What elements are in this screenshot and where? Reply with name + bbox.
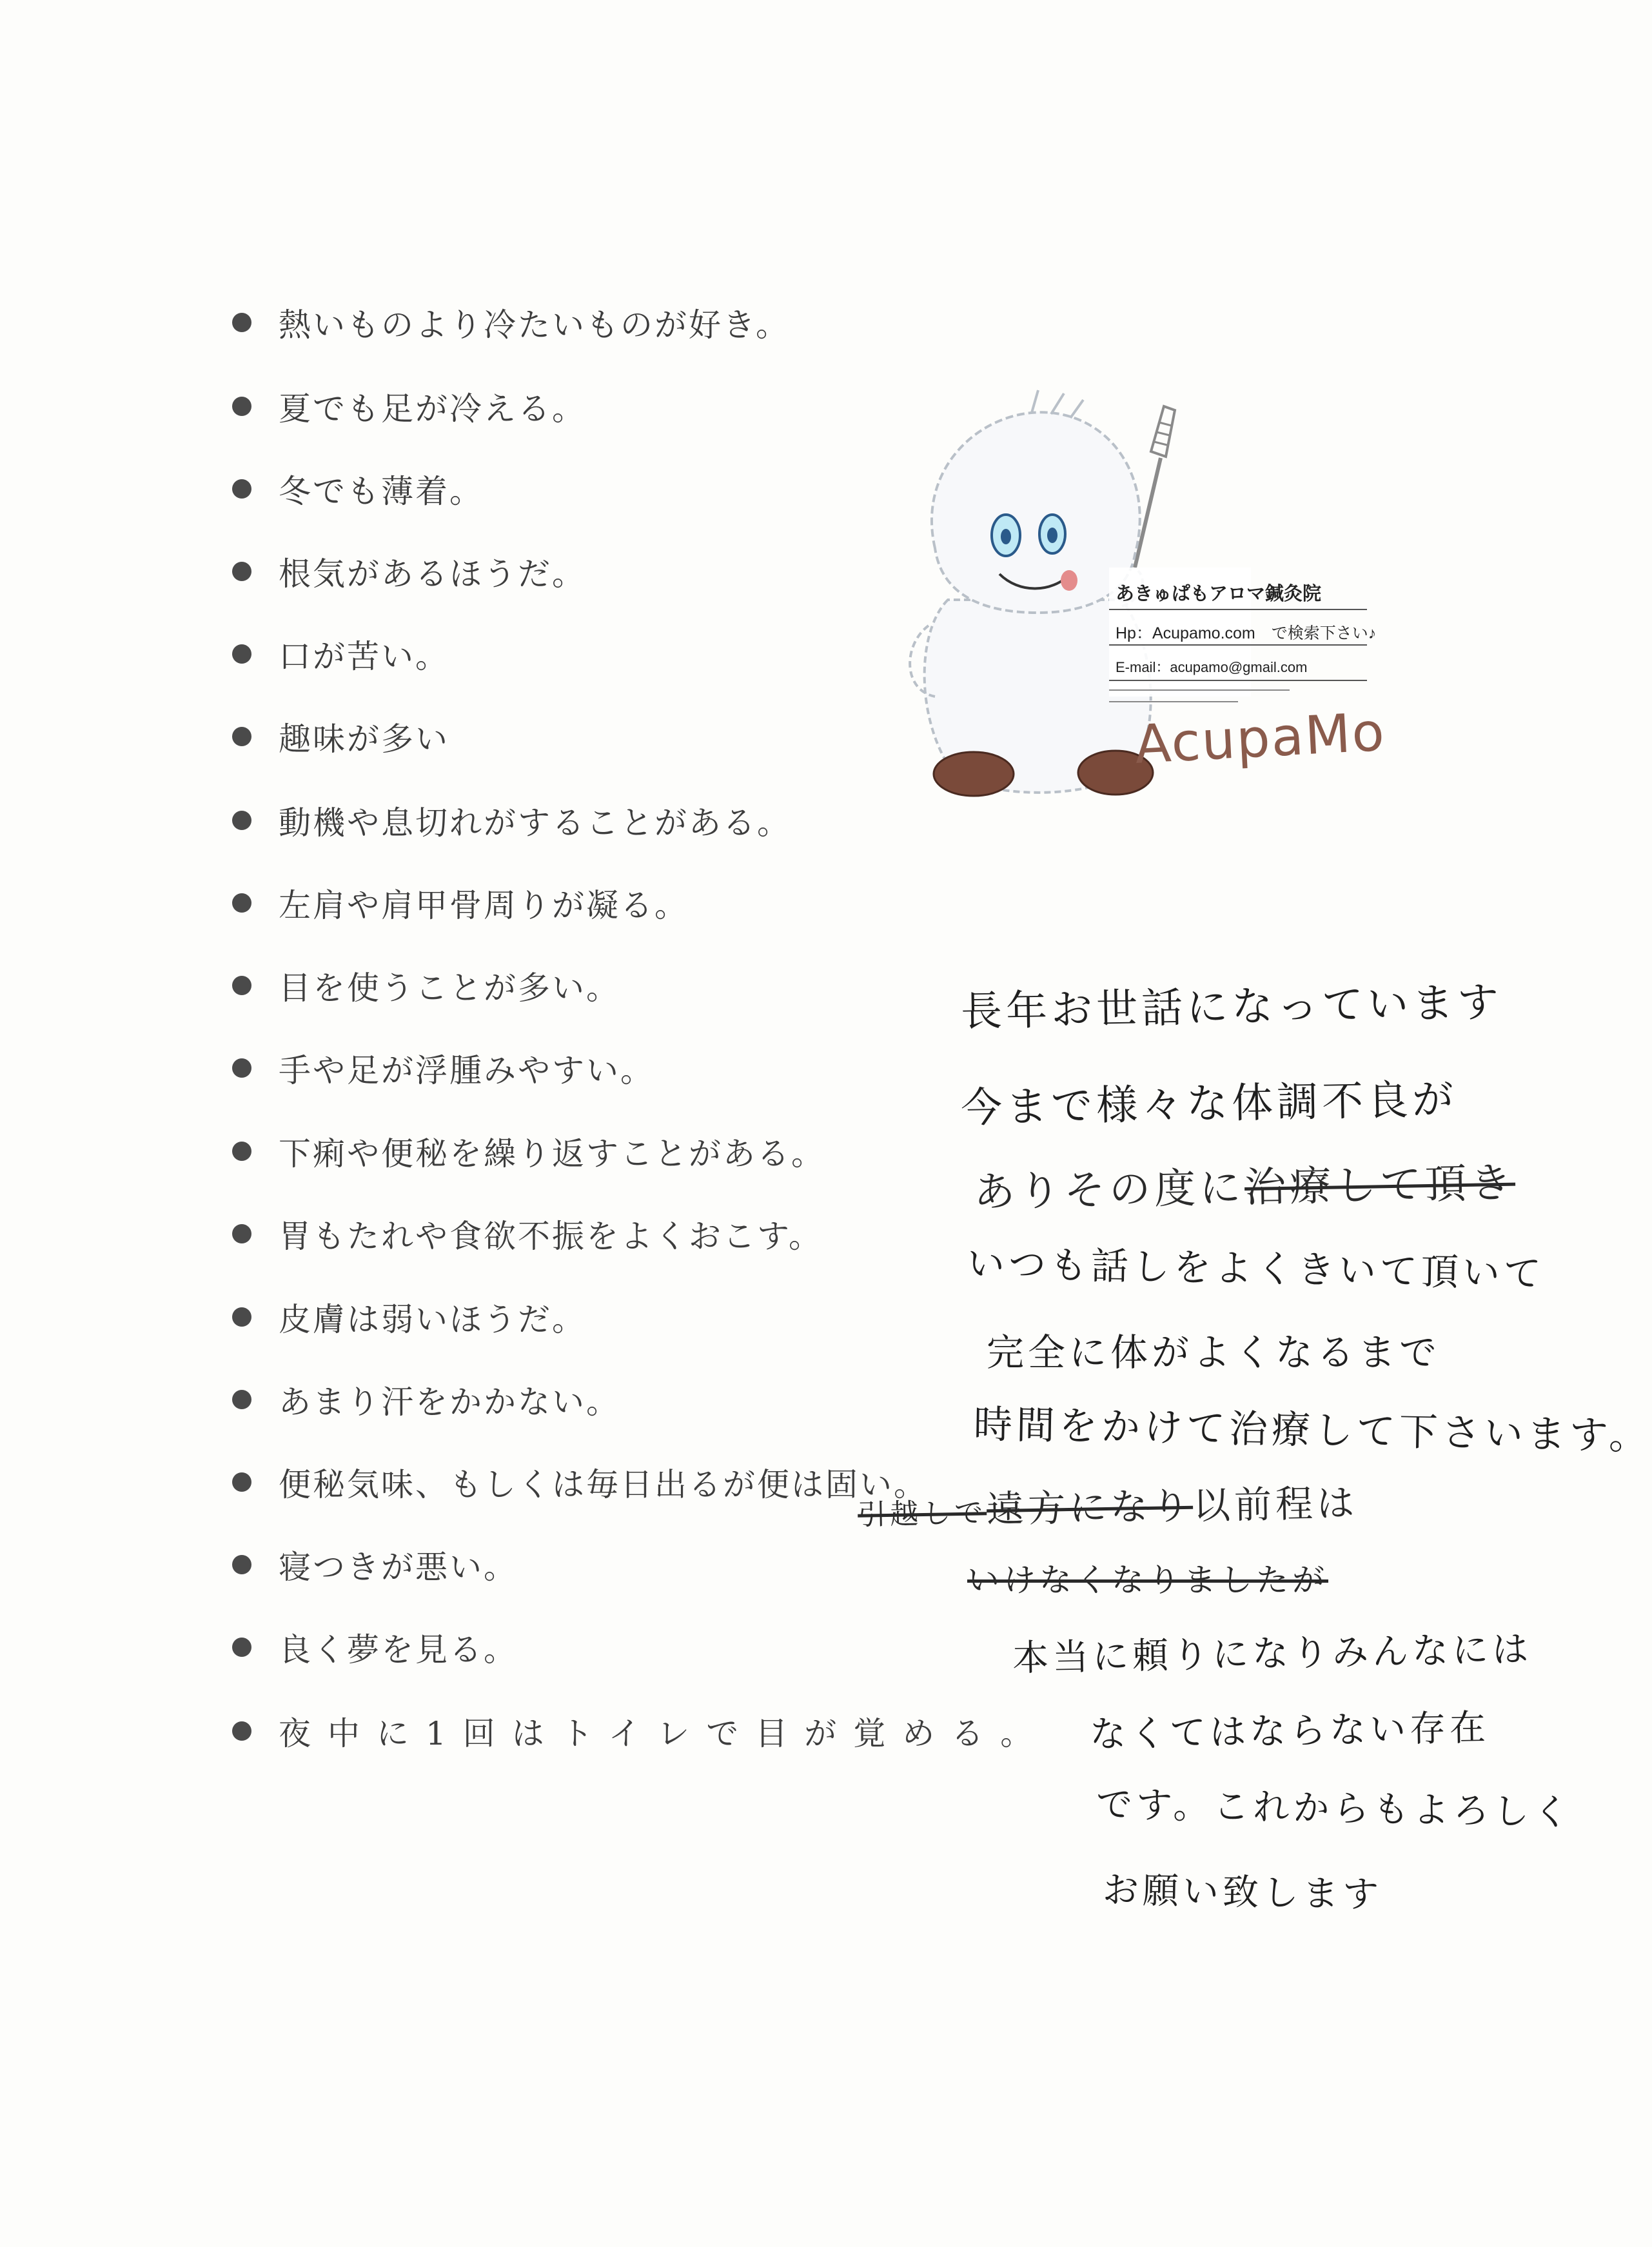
checklist-item-text: 冬でも薄着。 <box>279 473 484 510</box>
checklist-item-text: 根気があるほうだ。 <box>279 555 586 593</box>
checklist-item-text: 夜中に1回はトイレで目が覚める。 <box>279 1715 1050 1752</box>
handwritten-line <box>973 1150 1515 1219</box>
handwritten-line: なくてはならない存在 <box>1089 1707 1490 1756</box>
checklist-item-text: 皮膚は弱いほうだ。 <box>279 1301 586 1338</box>
clinic-name: あきゅぱもアロマ鍼灸院 <box>1116 584 1322 604</box>
handwritten-line <box>967 1554 1328 1601</box>
checklist-item-text: 左肩や肩甲骨周りが凝る。 <box>279 887 689 924</box>
checklist-item-text: 動機や息切れがすることがある。 <box>279 804 791 842</box>
checklist-item-text: 便秘気味、もしくは毎日出るが便は固い。 <box>279 1466 928 1503</box>
acupamo-logo: AcupaMo <box>1133 701 1387 776</box>
struck-text: 治療して頂き <box>1244 1159 1516 1212</box>
handwritten-line: 今まで様々な体調不良が <box>960 1076 1458 1133</box>
handwritten-line: いつも話しをよくきいて頂いて <box>967 1242 1546 1296</box>
handwritten-line: 本当に頼りになりみんなには <box>1012 1628 1533 1680</box>
handwritten-line: 完全に体がよくなるまで <box>987 1331 1441 1374</box>
handwritten-line: です。これからもよろしく <box>1096 1783 1573 1834</box>
checklist-item-text: 手や足が浮腫みやすい。 <box>279 1052 654 1089</box>
handwritten-line: お願い致します <box>1102 1869 1383 1916</box>
struck-text: いけなくなりましたが <box>967 1561 1328 1599</box>
checklist-item-text: 目を使うことが多い。 <box>279 969 620 1007</box>
checklist-item-text: 寝つきが悪い。 <box>279 1549 518 1586</box>
checklist-item-text: 胃もたれや食欲不振をよくおこす。 <box>279 1218 823 1255</box>
handwritten-line <box>857 1472 1358 1536</box>
handwritten-line: 長年お世話になっています <box>960 978 1503 1036</box>
struck-text: 引越しで <box>857 1496 987 1532</box>
handwritten-text: ありその度に <box>973 1164 1245 1217</box>
clinic-email: E-mail：acupamo@gmail.com <box>1116 659 1308 675</box>
handwritten-line: 時間をかけて治療して下さいます。 <box>973 1401 1652 1460</box>
checklist-item-text: 良く夢を見る。 <box>279 1631 518 1668</box>
clinic-website: Hp：Acupamo.com で検索下さい♪ <box>1116 624 1377 642</box>
checklist-item-text: 下痢や便秘を繰り返すことがある。 <box>279 1135 825 1173</box>
struck-text: 遠方になり <box>986 1483 1194 1532</box>
checklist-item-text: 口が苦い。 <box>279 638 449 675</box>
checklist-item-text: 夏でも足が冷える。 <box>279 390 586 428</box>
checklist-item-text: 熱いものより冷たいものが好き。 <box>279 306 790 344</box>
checklist-item-text: 趣味が多い <box>279 720 449 758</box>
checklist-item-text: あまり汗をかかない。 <box>279 1383 620 1421</box>
handwritten-text: 以前程は <box>1192 1481 1359 1528</box>
